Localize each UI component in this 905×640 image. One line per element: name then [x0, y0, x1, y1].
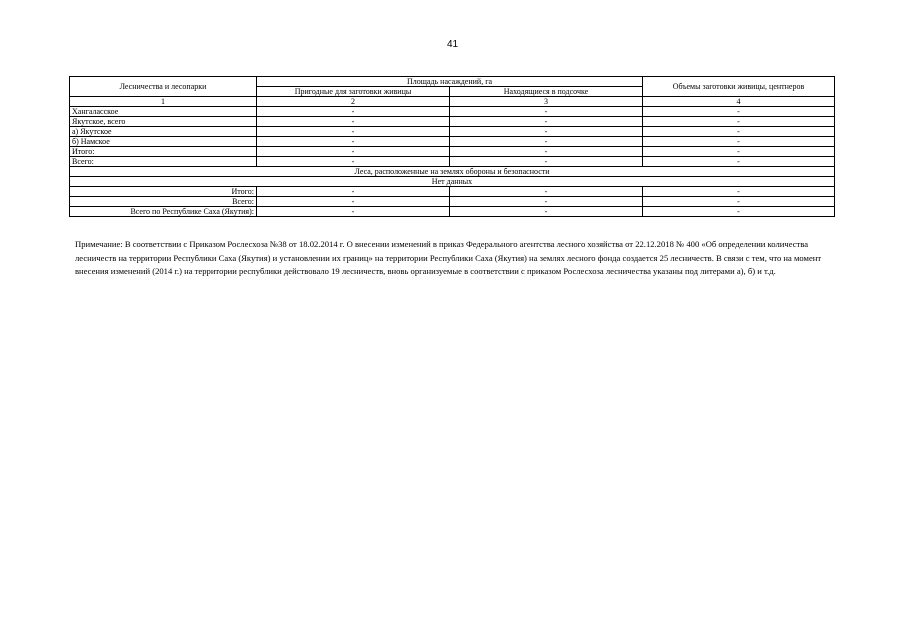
no-data-row — [70, 177, 835, 187]
row-name: Итого: — [70, 147, 257, 157]
column-number: 3 — [450, 97, 643, 107]
row-name: Всего: — [70, 157, 257, 167]
cell-suitable: - — [257, 157, 450, 167]
section-title-row — [70, 167, 835, 177]
cell-suitable: - — [257, 197, 450, 207]
column-number: 1 — [70, 97, 257, 107]
header-suitable-area: Пригодные для заготовки живицы — [257, 87, 450, 97]
footnote: Примечание: В соответствии с Приказом Рослесхоза №38 от 18.02.2014 г. О внесении изменений в приказ Федерального агентства лесного хозяйства от 22.12.2018 № 400 «Об определении количества лесничеств на территории Республики Саха (Якутия) и установлении их границ» на территории Республики Саха (Якутия) на землях лесного фонда создается 25 лесничеств. В связи с тем, что на момент внесения изменений (2014 г.) на территории республики действовало 19 лесничеств, вновь организуемые в соответствии с приказом Рослесхоза лесничества указаны под литерами а), б) и т.д. — [75, 239, 822, 276]
cell-volume: - — [643, 137, 835, 147]
header-row-1 — [70, 77, 835, 87]
table-row — [70, 157, 835, 167]
cell-tapping: - — [450, 157, 643, 167]
cell-suitable: - — [257, 107, 450, 117]
header-area-group: Площадь насаждений, га — [257, 77, 643, 87]
cell-tapping: - — [450, 107, 643, 117]
no-data-label: Нет данных — [70, 177, 835, 187]
table-row — [70, 197, 835, 207]
cell-tapping: - — [450, 187, 643, 197]
cell-suitable: - — [257, 137, 450, 147]
cell-tapping: - — [450, 127, 643, 137]
cell-suitable: - — [257, 147, 450, 157]
cell-suitable: - — [257, 117, 450, 127]
header-resin-volume: Объемы заготовки живицы, центнеров — [643, 77, 835, 97]
header-tapping-area: Находящиеся в подсочке — [450, 87, 643, 97]
row-name: Всего: — [70, 197, 257, 207]
row-name: а) Якутское — [70, 127, 257, 137]
cell-volume: - — [643, 147, 835, 157]
table-row — [70, 127, 835, 137]
column-number: 2 — [257, 97, 450, 107]
row-name: Якутское, всего — [70, 117, 257, 127]
section-title: Леса, расположенные на землях обороны и безопасности — [70, 167, 835, 177]
cell-volume: - — [643, 117, 835, 127]
cell-tapping: - — [450, 207, 643, 217]
table-row — [70, 187, 835, 197]
row-name: Итого: — [70, 187, 257, 197]
column-numbers-row — [70, 97, 835, 107]
table-row — [70, 147, 835, 157]
cell-volume: - — [643, 187, 835, 197]
cell-volume: - — [643, 207, 835, 217]
table-row — [70, 137, 835, 147]
table-row — [70, 107, 835, 117]
column-number: 4 — [643, 97, 835, 107]
cell-tapping: - — [450, 137, 643, 147]
table-row — [70, 117, 835, 127]
resin-harvest-table — [69, 76, 835, 217]
header-forestries: Лесничества и лесопарки — [70, 77, 257, 97]
page-number: 41 — [446, 39, 459, 50]
cell-suitable: - — [257, 187, 450, 197]
cell-volume: - — [643, 127, 835, 137]
row-name: б) Намское — [70, 137, 257, 147]
table-row — [70, 207, 835, 217]
cell-tapping: - — [450, 197, 643, 207]
row-name: Хангаласское — [70, 107, 257, 117]
cell-suitable: - — [257, 127, 450, 137]
cell-volume: - — [643, 157, 835, 167]
cell-suitable: - — [257, 207, 450, 217]
cell-tapping: - — [450, 147, 643, 157]
cell-tapping: - — [450, 117, 643, 127]
row-name: Всего по Республике Саха (Якутия): — [70, 207, 257, 217]
cell-volume: - — [643, 107, 835, 117]
cell-volume: - — [643, 197, 835, 207]
